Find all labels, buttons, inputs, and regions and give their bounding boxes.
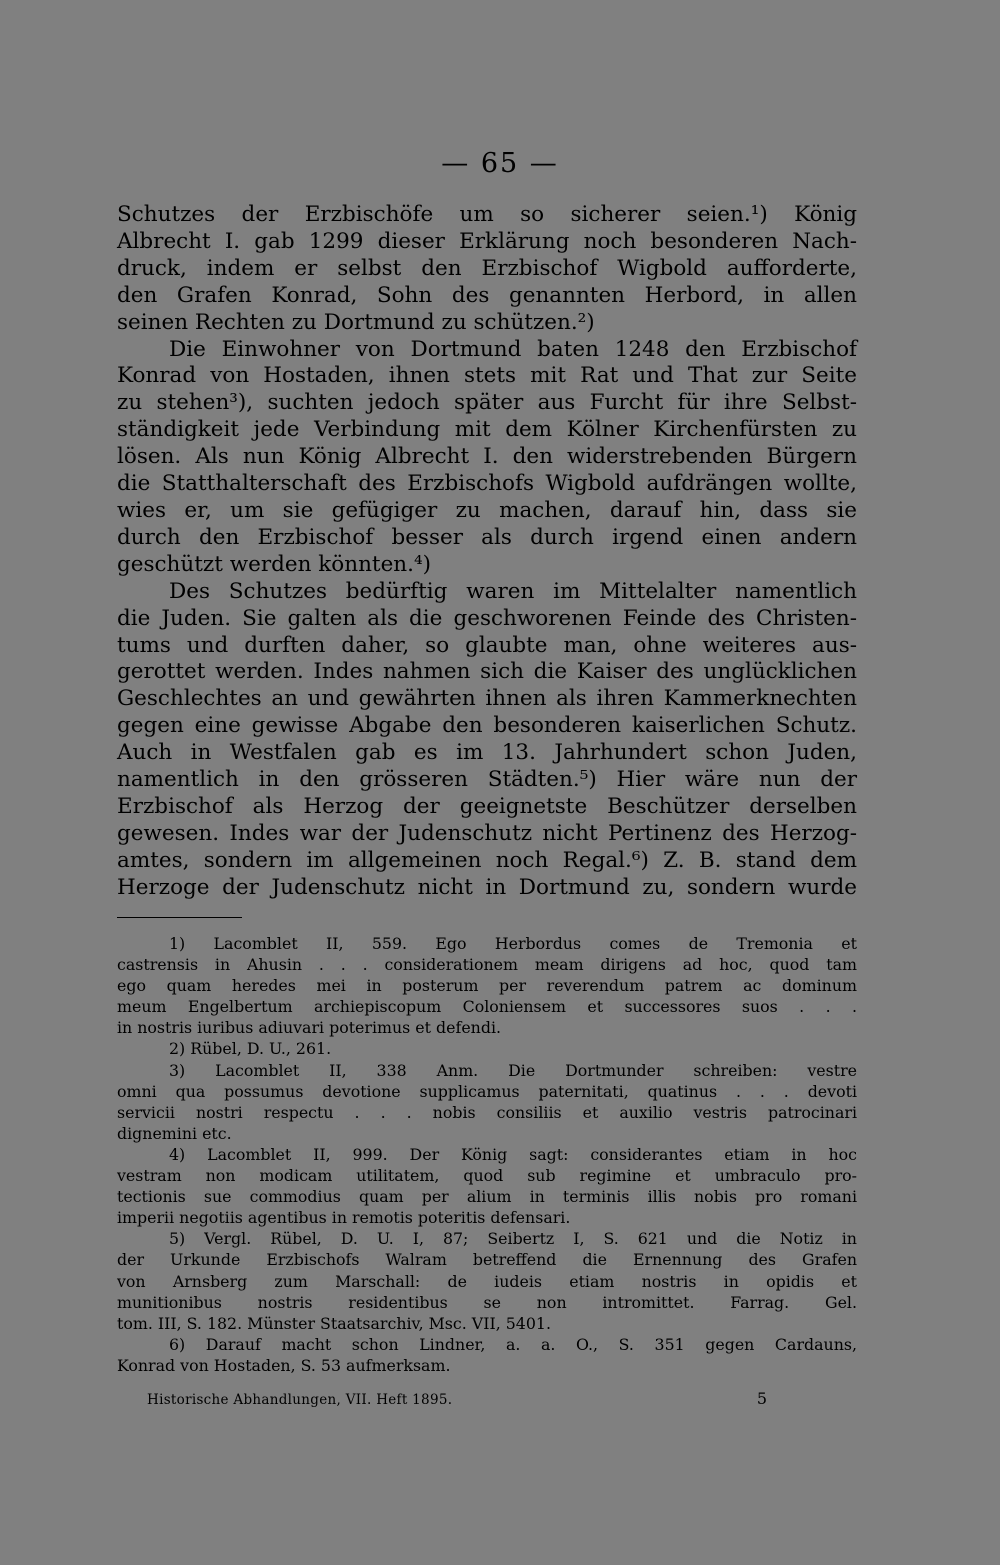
body-text-line: gewesen. Indes war der Judenschutz nicht Pertinenz des Herzog- xyxy=(117,820,857,846)
footnote-line: tectionis sue commodius quam per alium in terminis illis nobis pro romani xyxy=(117,1187,857,1207)
footnote-line: meum Engelbertum archiepiscopum Coloniensem et successores suos . . . xyxy=(117,997,857,1017)
footnote-line: castrensis in Ahusin . . . considerationem meam dirigens ad hoc, quod tam xyxy=(117,955,857,975)
body-text-line: amtes, sondern im allgemeinen noch Regal.⁶) Z. B. stand dem xyxy=(117,847,857,873)
footnote-line: 4) Lacomblet II, 999. Der König sagt: considerantes etiam in hoc xyxy=(169,1144,857,1164)
footnote-line: ego quam heredes mei in posterum per reverendum patrem ac dominum xyxy=(117,976,857,996)
body-text-line: Geschlechtes an und gewährten ihnen als ihren Kammerknechten xyxy=(117,686,857,712)
body-text-line: lösen. Als nun König Albrecht I. den widerstrebenden Bürgern xyxy=(117,444,857,470)
body-text-line: geschützt werden könnten.⁴) xyxy=(117,551,431,577)
footer-sheet-number: 5 xyxy=(756,1389,767,1408)
body-text-line: Herzoge der Judenschutz nicht in Dortmund zu, sondern wurde xyxy=(117,874,857,900)
body-text-line: Albrecht I. gab 1299 dieser Erklärung noch besonderen Nach- xyxy=(117,228,857,254)
footer-signature: Historische Abhandlungen, VII. Heft 1895. xyxy=(147,1392,453,1408)
footnote-line: vestram non modicam utilitatem, quod sub regimine et umbraculo pro- xyxy=(117,1166,857,1186)
body-text-line: Erzbischof als Herzog der geeignetste Beschützer derselben xyxy=(117,793,857,819)
footnote-separator xyxy=(117,917,242,918)
body-text-line: die Statthalterschaft des Erzbischofs Wigbold aufdrängen wollte, xyxy=(117,471,857,497)
footnote-line: munitionibus nostris residentibus se non intromittet. Farrag. Gel. xyxy=(117,1292,857,1312)
footnote-line: imperii negotiis agentibus in remotis poteritis defensari. xyxy=(117,1208,571,1228)
body-text-line: seinen Rechten zu Dortmund zu schützen.²) xyxy=(117,309,595,335)
body-text-line: gerottet werden. Indes nahmen sich die Kaiser des unglücklichen xyxy=(117,659,857,685)
body-text-line: Die Einwohner von Dortmund baten 1248 den Erzbischof xyxy=(169,336,857,362)
body-text-line: wies er, um sie gefügiger zu machen, darauf hin, dass sie xyxy=(117,497,857,523)
footnote-line: in nostris iuribus adiuvari poterimus et defendi. xyxy=(117,1018,502,1038)
footnote-line: 6) Darauf macht schon Lindner, a. a. O., S. 351 gegen Cardauns, xyxy=(169,1334,857,1354)
body-text-line: Schutzes der Erzbischöfe um so sicherer seien.¹) König xyxy=(117,202,857,227)
page-footer xyxy=(147,1391,767,1409)
footnote-line: 2) Rübel, D. U., 261. xyxy=(169,1039,332,1059)
footnote-line: tom. III, S. 182. Münster Staatsarchiv, Msc. VII, 5401. xyxy=(117,1313,551,1333)
body-text-line: ständigkeit jede Verbindung mit dem Kölner Kirchenfürsten zu xyxy=(117,417,857,443)
footnote-line: Konrad von Hostaden, S. 53 aufmerksam. xyxy=(117,1355,451,1375)
footnote-line: 3) Lacomblet II, 338 Anm. Die Dortmunder schreiben: vestre xyxy=(169,1060,857,1080)
footnote-line: omni qua possumus devotione supplicamus paternitati, quatinus . . . devoti xyxy=(117,1081,857,1101)
footnote-line: 5) Vergl. Rübel, D. U. I, 87; Seibertz I, S. 621 und die Notiz in xyxy=(169,1229,857,1249)
body-text-line: Auch in Westfalen gab es im 13. Jahrhundert schon Juden, xyxy=(117,740,857,766)
footnote-line: der Urkunde Erzbischofs Walram betreffend die Ernennung des Grafen xyxy=(117,1250,857,1270)
footnote-line: servicii nostri respectu . . . nobis consiliis et auxilio vestris patrocinari xyxy=(117,1102,857,1122)
footnotes xyxy=(117,933,857,1376)
footnote-line: dignemini etc. xyxy=(117,1123,232,1143)
body-text-line: Konrad von Hostaden, ihnen stets mit Rat und That zur Seite xyxy=(117,363,857,389)
body-text-line: die Juden. Sie galten als die geschworenen Feinde des Christen- xyxy=(117,605,857,631)
body-text-line: den Grafen Konrad, Sohn des genannten Herbord, in allen xyxy=(117,282,857,308)
body-text-line: zu stehen³), suchten jedoch später aus Furcht für ihre Selbst- xyxy=(117,390,857,416)
footnote-line: 1) Lacomblet II, 559. Ego Herbordus comes de Tremonia et xyxy=(169,934,857,953)
body-text-line: Des Schutzes bedürftig waren im Mittelalter namentlich xyxy=(169,578,857,604)
body-text-line: tums und durften daher, so glaubte man, ohne weiteres aus- xyxy=(117,632,857,658)
main-text xyxy=(117,202,857,902)
footnote-line: von Arnsberg zum Marschall: de iudeis etiam nostris in opidis et xyxy=(117,1271,857,1291)
body-text-line: durch den Erzbischof besser als durch irgend einen andern xyxy=(117,524,857,550)
page-number: — 65 — xyxy=(441,148,559,179)
body-text-line: druck, indem er selbst den Erzbischof Wigbold aufforderte, xyxy=(117,255,857,281)
body-text-line: gegen eine gewisse Abgabe den besonderen kaiserlichen Schutz. xyxy=(117,713,857,739)
body-text-line: namentlich in den grösseren Städten.⁵) Hier wäre nun der xyxy=(117,767,857,793)
